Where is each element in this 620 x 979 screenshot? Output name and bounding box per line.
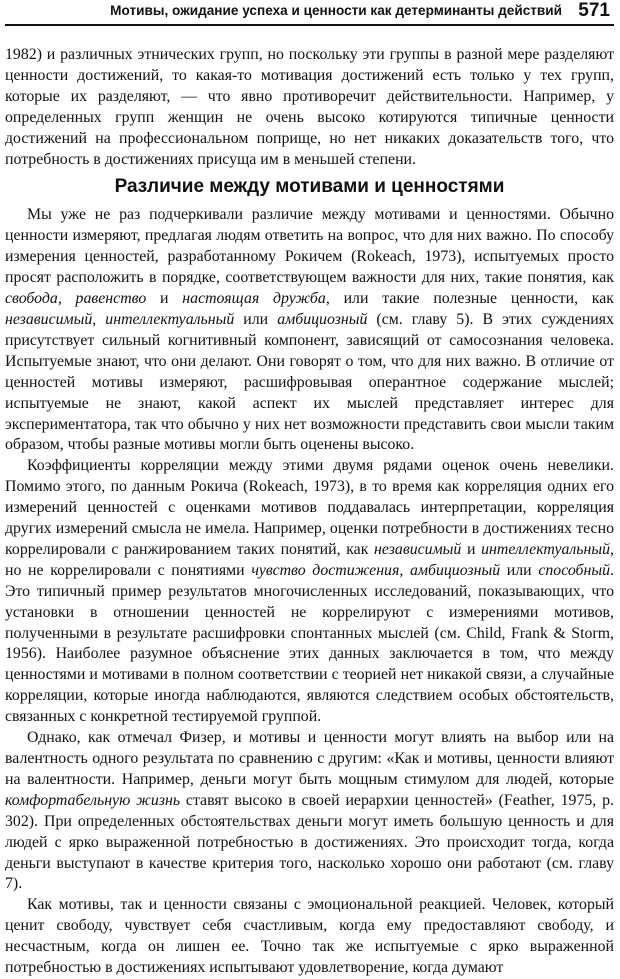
italic-term: комфортабельную жизнь xyxy=(5,791,181,809)
italic-term: настоящая дружба xyxy=(182,290,326,308)
italic-term: независимый, интеллектуальный xyxy=(5,310,235,328)
running-header xyxy=(5,0,614,26)
text-run: , или такие полезные ценности, как xyxy=(325,290,614,308)
paragraph-continued: 1982) и различных этнических групп, но поскольку эти группы в разной мере разделяют ценности достижений, то какая-то мотивация достижений есть только у тех групп, которые их разделяют, — что явно противоречит действительности. Например, у определенных групп женщин не очень высоко котируются типичные ценности достижений на профессиональном поприще, но нет никаких доказательств того, что потребность в достижениях присуща им в меньшей степени. xyxy=(5,46,614,168)
paragraph-correlation xyxy=(5,456,614,728)
text-run: и xyxy=(461,540,482,558)
text-run: . Это типичный пример результатов многочисленных исследований, показывающих, что установки в отношении ценностей не коррелируют с измерениями мотивов, полученными в результате расшифровки спонтанных мыслей (см. Child, Frank & Storm, 1956). Наиболее разумное объяснение этих данных заключается в том, что между ценностями и мотивами в полном соответствии с теорией нет никакой связи, а случайные корреляции, которые иногда наблюдаются, являются следствием особых обстоятельств, связанных с конкретной тестируемой группой. xyxy=(5,561,614,726)
page-number: 571 xyxy=(578,0,610,21)
italic-term: способный xyxy=(538,561,611,579)
text-run: (см. главу 5). В этих суждениях присутствует сильный когнитивный компонент, зависящий от самосознания человека. Испытуемые знают, что они делают. Они говорят о том, что для них важно. В отличие от ценностей мотивы измеряют, расшифровывая оперантное содержание мыслей; испытуемые не знают, какой аспект их мыслей представляет интерес для экспериментатора, так что обычно у них нет возможности представить свои мысли таким образом, чтобы разные мотивы могли быть оценены высоко. xyxy=(5,310,614,454)
text-run: или xyxy=(234,310,278,328)
italic-term: независимый xyxy=(374,540,462,558)
paragraph-emotions: Как мотивы, так и ценности связаны с эмоциональной реакцией. Человек, который ценит свободу, чувствует себя счастливым, когда ему предоставляют свободу, и несчастным, когда он лишен ее. Точно так же испытуемые с ярко выраженной потребностью в достижениях испытывают удовлетворение, когда думают xyxy=(5,896,614,977)
italic-term: чувство достижения, амбициозный xyxy=(251,561,501,579)
book-page xyxy=(5,0,615,977)
text-run: и xyxy=(146,290,183,308)
text-run: Мы уже не раз подчеркивали различие между мотивами и ценностями. Обычно ценности измеряют, предлагая людям ответить на вопрос, что для них важно. По способу измерения ценностей, разработанному Рокичем (Rokeach, 1973), испытуемых просто просят расположить в порядке, соответствующем важности для них, такие понятия, как xyxy=(5,206,614,287)
running-header-title: Мотивы, ожидание успеха и ценности как детерминанты действий xyxy=(110,3,562,18)
text-run: Однако, как отмечал Физер, и мотивы и ценности могут влиять на выбор или на валентность одного результата по сравнению с другим: «Как и мотивы, ценности влияют на валентности. Например, деньги могут быть мощным стимулом для людей, которые xyxy=(5,729,614,788)
italic-term: интеллектуальный xyxy=(481,540,611,558)
section-heading: Различие между мотивами и ценностями xyxy=(114,176,505,198)
italic-term: свобода, равенство xyxy=(5,290,147,308)
italic-term: амбициозный xyxy=(277,310,368,328)
text-run: Коэффициенты корреляции между этими двумя рядами оценок очень невелики. Помимо этого, по данным Рокича (Rokeach, 1973), в то время как корреляция одних его измерений ценностей с оценками мотивов поддавалась интерпретации, корреляция других измерений смысла не имела. Например, оценки потребности в достижениях тесно коррелировали с ранжированием таких понятий, как xyxy=(5,457,614,558)
page-body xyxy=(5,45,614,979)
text-run: ставят высоко в своей иерархии ценностей» (Feather, 1975, p. 302). При определенных обстоятельствах деньги могут иметь большую ценность и для людей с ярко выраженной потребностью в достижениях. Это происходит тогда, когда деньги выступают в качестве критерия того, насколько хорошо они работают (см. главу 7). xyxy=(5,791,614,893)
text-run: или xyxy=(500,561,539,579)
text-run: , но не коррелировали с понятиями xyxy=(5,540,615,579)
paragraph-feather xyxy=(5,728,614,895)
paragraph-values-measurement xyxy=(5,205,614,456)
